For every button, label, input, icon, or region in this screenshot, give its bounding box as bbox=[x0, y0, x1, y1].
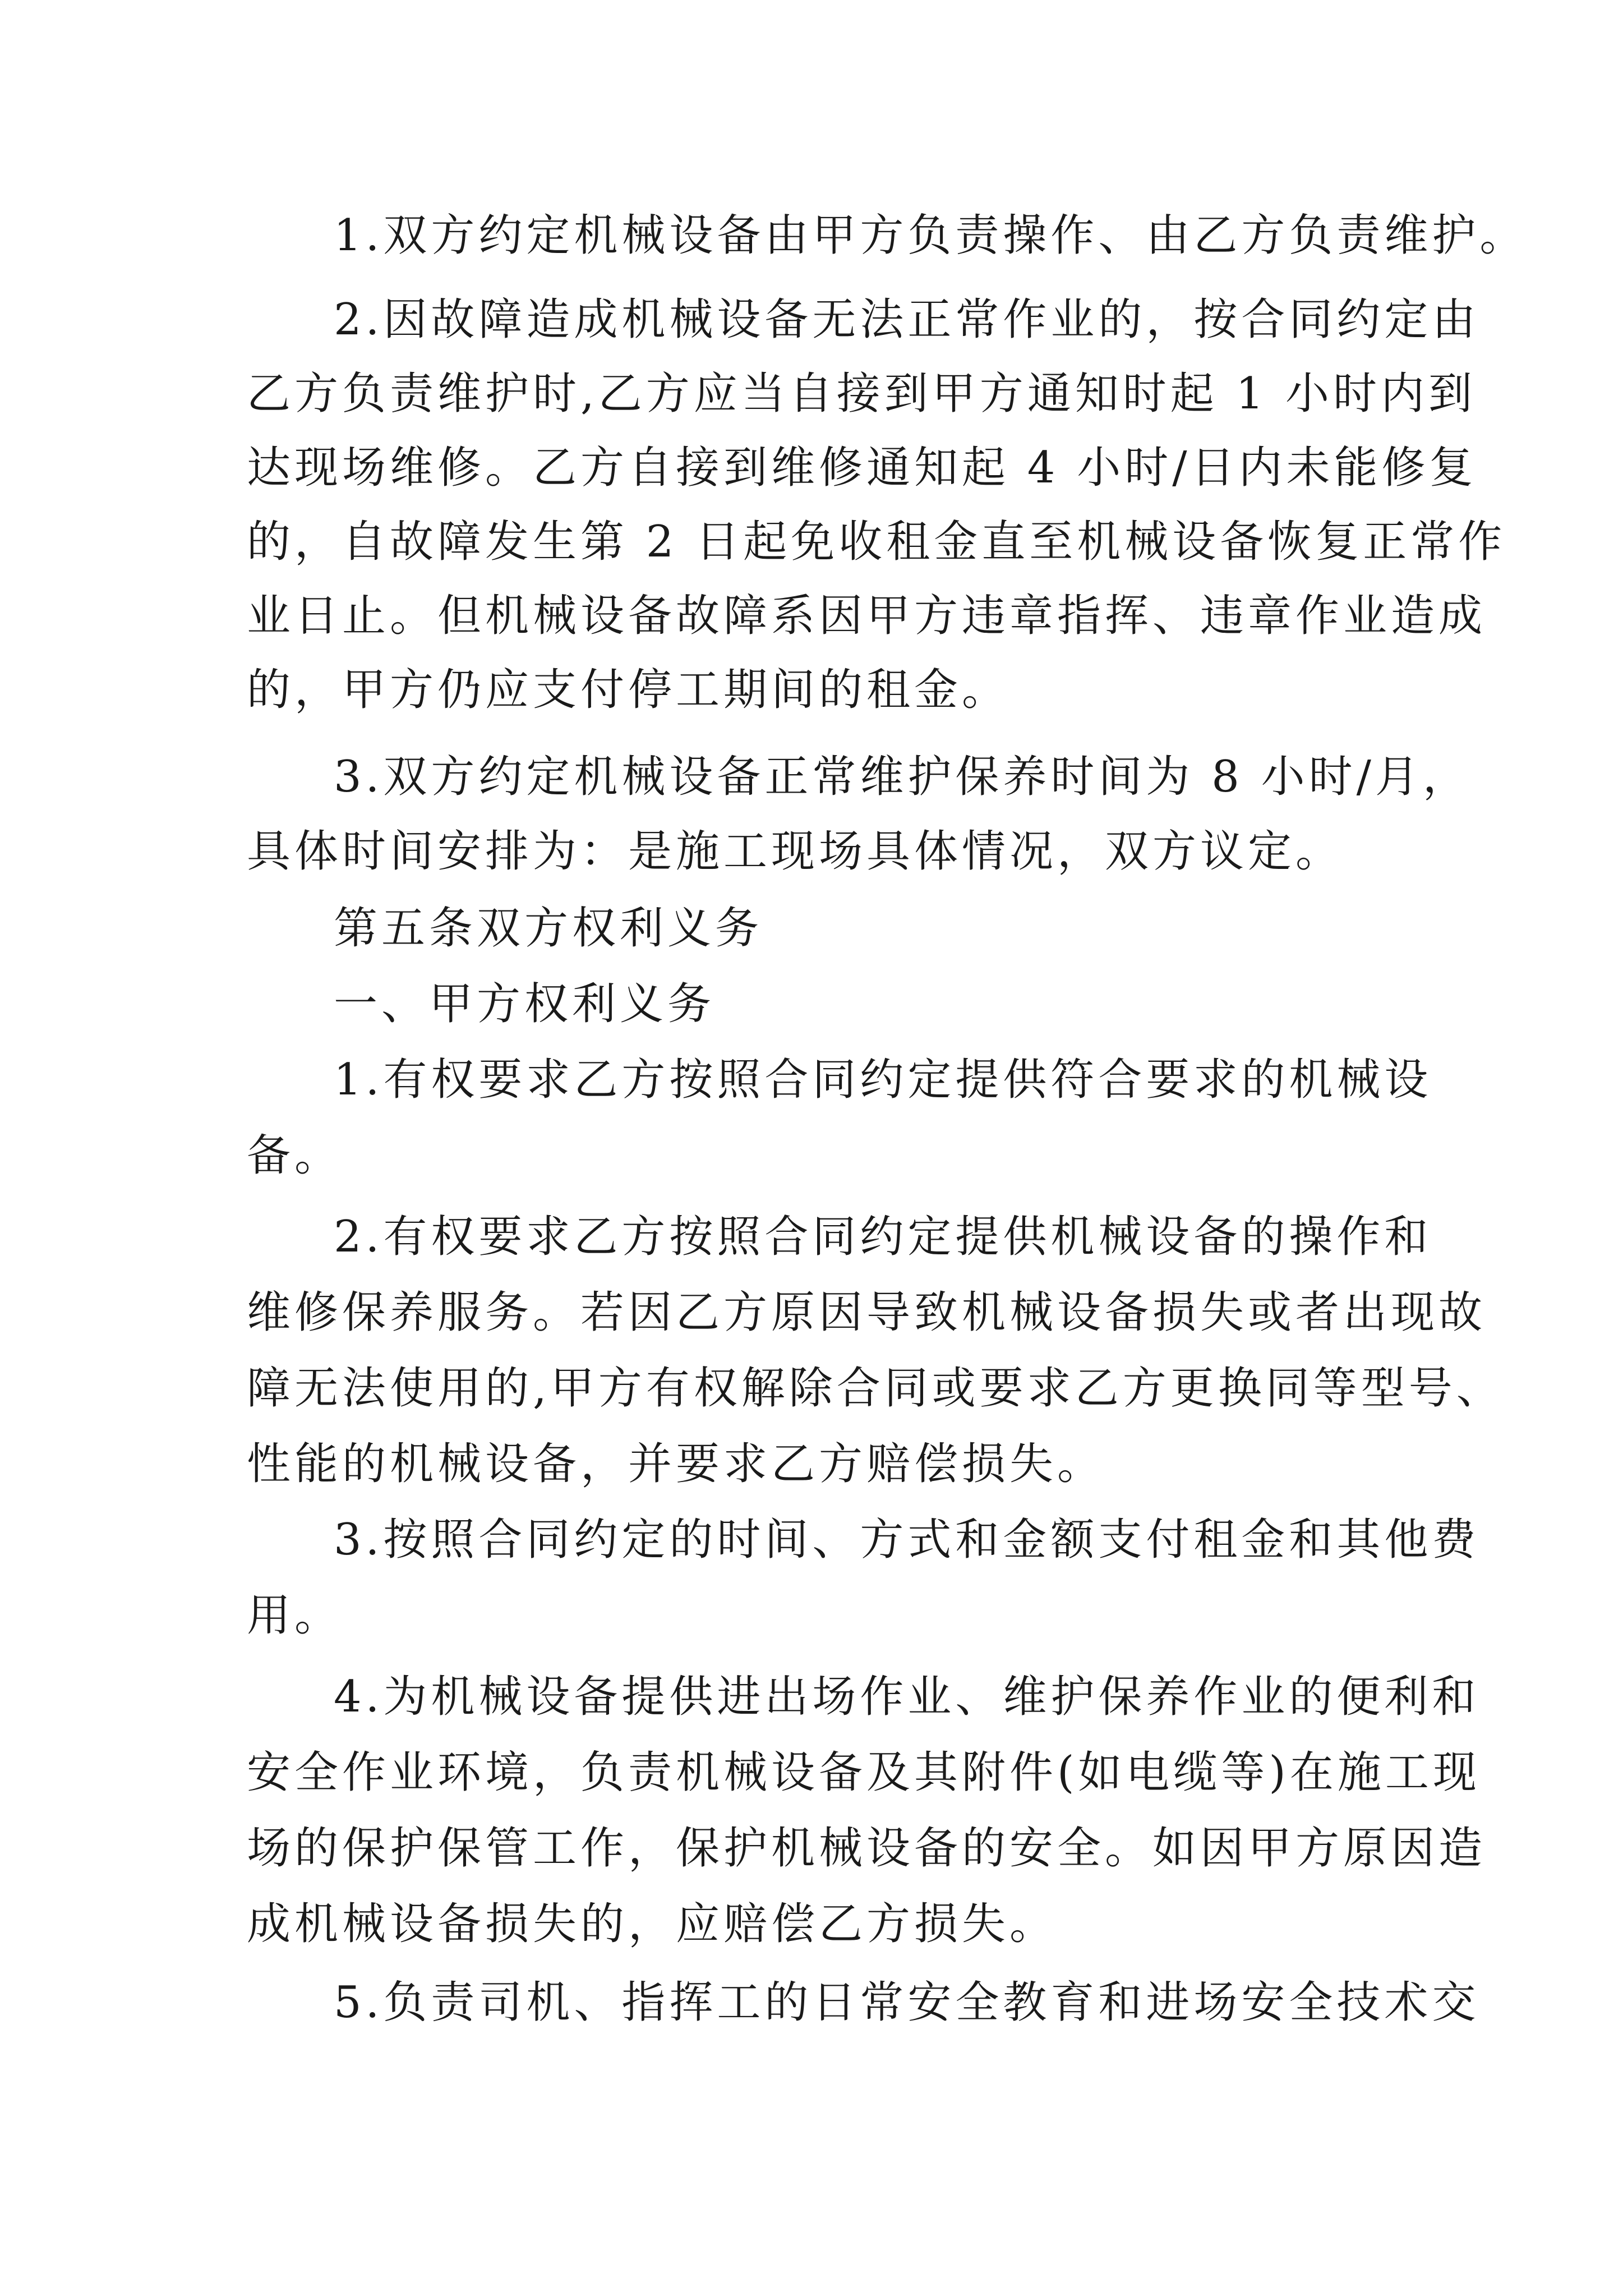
text-line: 3.双方约定机械设备正常维护保养时间为 8 小时/月， bbox=[334, 752, 1470, 802]
text-line: 3.按照合同约定的时间、方式和金额支付租金和其他费 bbox=[334, 1515, 1480, 1565]
text-line: 2.因故障造成机械设备无法正常作业的，按合同约定由 bbox=[334, 295, 1480, 345]
text-line: 的，自故障发生第 2 日起免收租金直至机械设备恢复正常作 bbox=[247, 517, 1506, 567]
text-line: 1.双方约定机械设备由甲方负责操作、由乙方负责维护。 bbox=[334, 210, 1528, 261]
text-line: 安全作业环境，负责机械设备及其附件(如电缆等)在施工现 bbox=[247, 1747, 1481, 1798]
text-line: 4.为机械设备提供进出场作业、维护保养作业的便利和 bbox=[334, 1672, 1480, 1722]
text-line: 的，甲方仍应支付停工期间的租金。 bbox=[247, 665, 1010, 715]
text-line: 性能的机械设备，并要求乙方赔偿损失。 bbox=[247, 1439, 1105, 1489]
subsection-heading: 一、甲方权利义务 bbox=[334, 979, 716, 1029]
text-line: 障无法使用的,甲方有权解除合同或要求乙方更换同等型号、 bbox=[247, 1363, 1504, 1414]
text-line: 具体时间安排为：是施工现场具体情况，双方议定。 bbox=[247, 826, 1344, 877]
text-line: 乙方负责维护时,乙方应当自接到甲方通知时起 1 小时内到 bbox=[247, 369, 1477, 419]
text-line: 2.有权要求乙方按照合同约定提供机械设备的操作和 bbox=[334, 1212, 1432, 1262]
text-line: 业日止。但机械设备故障系因甲方违章指挥、违章作业造成 bbox=[247, 591, 1487, 641]
text-line: 维修保养服务。若因乙方原因导致机械设备损失或者出现故 bbox=[247, 1287, 1487, 1338]
text-line: 5.负责司机、指挥工的日常安全教育和进场安全技术交 bbox=[334, 1977, 1480, 2028]
text-line: 1.有权要求乙方按照合同约定提供符合要求的机械设 bbox=[334, 1055, 1432, 1105]
text-line: 场的保护保管工作，保护机械设备的安全。如因甲方原因造 bbox=[247, 1823, 1487, 1874]
text-line: 备。 bbox=[247, 1130, 343, 1181]
text-line: 用。 bbox=[247, 1590, 343, 1641]
text-line: 达现场维修。乙方自接到维修通知起 4 小时/日内未能修复 bbox=[247, 443, 1477, 493]
text-line: 成机械设备损失的，应赔偿乙方损失。 bbox=[247, 1899, 1058, 1949]
section-heading: 第五条双方权利义务 bbox=[334, 903, 763, 954]
